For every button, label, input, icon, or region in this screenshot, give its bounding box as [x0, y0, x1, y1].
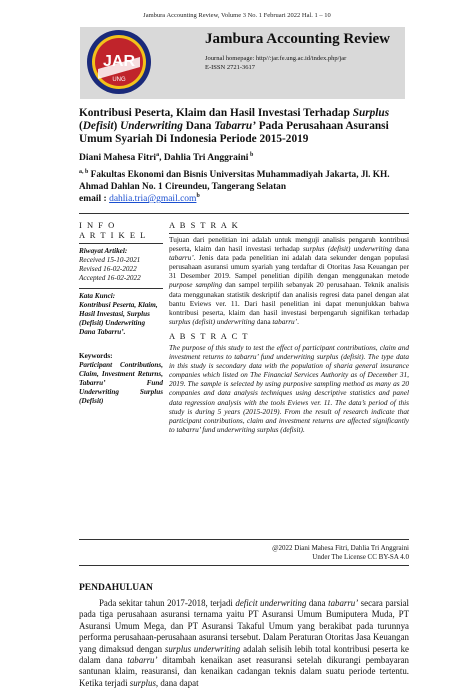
abstract-text: The purpose of this study to test the effect of participant contributions, claim and investment returns to tabarru’ fund underwriting surplus (defisit). The type data in this study is secondary data with the population of sharia general insurance companies which listed on The Financial Services Authority as of December 31, 2019. The sample is selected by using purposive sampling method as many as 20 companies and data analysis techniques using descriptive statistics and panel data regression analysis with the tools Eviews ver. 11. The data’s period of this study is during 5 years (2015-2019). From the result of research indicate that participant contributions, claim and investment returns are affected significantly to tabarru’ fund underwriting surplus (defisit). — [169, 343, 409, 434]
logo-subtext: UNG — [112, 77, 126, 83]
abstrak-heading: A B S T R A K — [169, 220, 240, 230]
article-history: Riwayat Artikel: Received 15-10-2021 Revised 16-02-2022 Accepted 16-02-2022 — [79, 247, 141, 282]
divider-bottom — [79, 539, 409, 540]
journal-issn: E-ISSN 2721-3617 — [205, 64, 256, 71]
keywords: Keywords: Participant Contributions, Claim, Investment Returns, Tabarru’ Fund Underwriting Surplus (Defisit) — [79, 352, 163, 405]
abstrak-text: Tujuan dari penelitian ini adalah untuk menguji analisis pengaruh kontribusi peserta, klaim dan hasil investasi terhadap surplus (defisit) underwriting dana tabarru’. Jenis data pada penelitian ini adalah data sekunder dengan populasi perusahaan asuransi umum syariah yang terdaftar di Otoritas Jasa Keuangan per 31 Desember 2019. Sampel penelitian dipilih dengan menggunakan metode purpose sampling dan sampel terpilih sebanyak 20 perusahaan. Teknik analisis data menggunakan statistik deskriptif dan analisis regresi data panel dengan alat bantu Eviews ver. 11. Dari hasil penelitian ini dapat menunjukkan bahwa kontribusi peserta, klaim dan hasil investasi berpengaruh signifikan terhadap surplus (defisit) underwriting dana tabarru’. — [169, 235, 409, 326]
journal-title: Jambura Accounting Review — [205, 31, 390, 47]
section-heading-pendahuluan: PENDAHULUAN — [79, 583, 153, 593]
logo-text: JAR — [102, 53, 136, 70]
license-note: @2022 Diani Mahesa Fitri, Dahlia Tri Anggraini Under The License CC BY-SA 4.0 — [272, 544, 409, 561]
running-head: Jambura Accounting Review, Volume 3 No. 1 Februari 2022 Hal. 1 – 10 — [143, 12, 331, 19]
pendahuluan-text: Pada sekitar tahun 2017-2018, terjadi deficit underwriting dana tabarru’ secara parsial pada tiga perusahaan asuransi ternama yaitu PT Asuransi Umum Bumiputera Muda, PT Asuransi Umum Mega, dan PT Asuransi Takaful Umum yang berakibat pada turunnya performa perusahaan-perusahaan asuransi tersebut. Dalam Peraturan Otoritas Jasa Keuangan yang dimaksud dengan surplus underwriting adalah selisih lebih total kontribusi peserta ke dalam dana tabarru’ ditambah kenaikan aset reasuransi setelah dikurangi pembayaran santunan klaim, reasuransi, dan kenaikan cadangan teknis dalam suatu periode tertentu. Ketika terjadi surplus, dana dapat — [79, 598, 409, 688]
journal-logo-icon — [86, 29, 152, 95]
divider-top — [79, 213, 409, 214]
kata-kunci: Kata Kunci: Kontribusi Peserta, Klaim, Hasil Investasi, Surplus (Defisit) Underwriting Dana Tabarru’. — [79, 292, 158, 336]
abstract-heading: A B S T R A C T — [169, 331, 249, 341]
email-link[interactable]: dahlia.tria@gmail.com — [109, 194, 197, 205]
info-artikel-heading: I N F O A R T I K E L — [79, 220, 147, 240]
sidebar-divider-1 — [79, 243, 163, 244]
abstrak-divider — [169, 233, 409, 234]
article-affiliation: $^{a, b}$ Fakultas Ekonomi dan Bisnis Universitas Muhammadiyah Jakarta, Jl. KH. Ahmad Dahlan No. 1 Cireundeu, Tangerang Selatan — [79, 169, 390, 193]
article-authors: Diani Mahesa Fitri$^a$, Dahlia Tri Anggraini $^b$ — [79, 152, 254, 164]
sidebar-divider-2 — [79, 288, 163, 289]
journal-homepage[interactable]: Journal homepage: http//:jar.fe.ung.ac.id/index.php/jar — [205, 55, 347, 62]
divider-license — [79, 565, 409, 566]
article-title: Kontribusi Peserta, Klaim dan Hasil Investasi Terhadap Surplus (Defisit) Underwriting Dana Tabarru’ Pada Perusahaan Asuransi Umum Syariah Di Indonesia Periode 2015-2019 — [79, 107, 390, 145]
article-email: email : dahlia.tria@gmail.com$^b$ — [79, 193, 200, 205]
